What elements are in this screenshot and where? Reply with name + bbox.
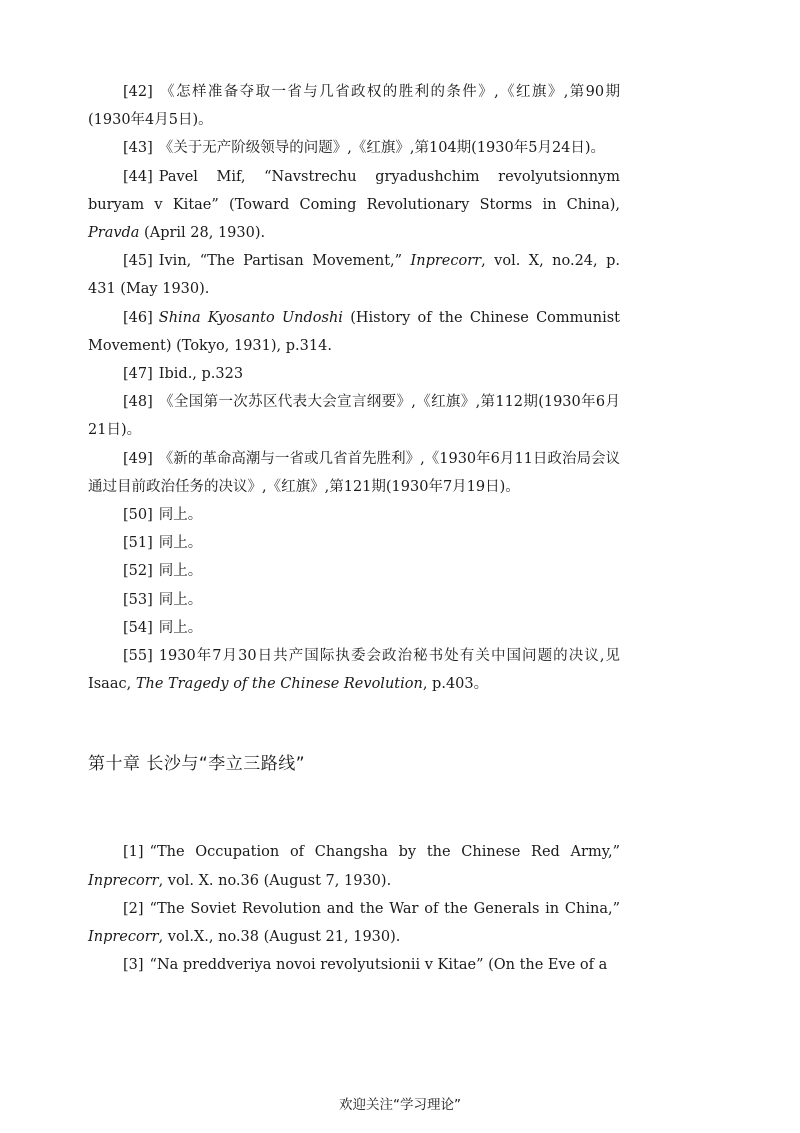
endnote bbox=[88, 642, 620, 698]
endnote-number: [1] bbox=[123, 844, 144, 861]
endnote-source-title: Inprecorr bbox=[88, 872, 159, 889]
endnote bbox=[88, 78, 620, 134]
endnote bbox=[88, 134, 620, 162]
endnote-number: [50] bbox=[123, 507, 153, 524]
endnote-number: [2] bbox=[123, 900, 144, 917]
endnote bbox=[88, 614, 620, 642]
endnote-text: , vol.X., no.38 (August 21, 1930). bbox=[158, 929, 401, 946]
endnote-text: , vol. X, no.24, p. 431 (May 1930). bbox=[88, 253, 620, 298]
notes-list bbox=[88, 78, 620, 698]
endnote-text: (April 28, 1930). bbox=[139, 225, 266, 242]
endnote-source-title: Pravda bbox=[88, 225, 140, 242]
endnote-source-title: Shina Kyosanto Undoshi bbox=[158, 309, 343, 326]
page-footer: 欢迎关注“学习理论” bbox=[339, 1097, 461, 1113]
page-content bbox=[88, 78, 620, 979]
endnote-number: [45] bbox=[123, 253, 153, 270]
endnote-number: [3] bbox=[123, 957, 144, 974]
endnote-text: 《新的革命高潮与一省或几省首先胜利》,《1930年6月11日政治局会议通过目前政治任务的决议》,《红旗》,第121期(1930年7月19日)。 bbox=[88, 450, 620, 495]
endnote-number: [55] bbox=[123, 648, 153, 665]
endnote-number: [47] bbox=[123, 366, 153, 383]
endnote bbox=[88, 247, 620, 303]
endnote bbox=[88, 388, 620, 444]
endnote-text: Pavel Mif, “Navstrechu gryadushchim revolyutsionnym buryam v Kitae” (Toward Coming Revolutionary Storms in China), bbox=[88, 168, 620, 213]
endnote-text: 同上。 bbox=[158, 535, 203, 552]
endnote-text: Ivin, “The Partisan Movement,” bbox=[158, 253, 411, 270]
endnote bbox=[88, 951, 620, 979]
endnote-text: “The Occupation of Changsha by the Chinese Red Army,” bbox=[149, 844, 620, 861]
endnote bbox=[88, 586, 620, 614]
endnote-text: 同上。 bbox=[158, 591, 203, 608]
endnote-text: Ibid., p.323 bbox=[158, 366, 244, 383]
endnote-text: 同上。 bbox=[158, 507, 203, 524]
endnote-number: [51] bbox=[123, 535, 153, 552]
endnote-source-title: The Tragedy of the Chinese Revolution bbox=[135, 676, 423, 693]
endnote-text: 同上。 bbox=[158, 563, 203, 580]
endnote-text: 《关于无产阶级领导的问题》,《红旗》,第104期(1930年5月24日)。 bbox=[158, 140, 606, 157]
endnote-text: 1930年7月30日共产国际执委会政治秘书处有关中国问题的决议,见 Isaac, bbox=[88, 648, 620, 693]
endnote bbox=[88, 501, 620, 529]
notes-list bbox=[88, 838, 620, 979]
endnote-number: [46] bbox=[123, 309, 153, 326]
endnote-text: , p.403。 bbox=[422, 676, 489, 693]
endnote bbox=[88, 838, 620, 894]
endnote bbox=[88, 360, 620, 388]
endnote-text: 《全国第一次苏区代表大会宣言纲要》,《红旗》,第112期(1930年6月21日)。 bbox=[88, 394, 620, 439]
endnote-number: [43] bbox=[123, 140, 153, 157]
endnote-text: 《怎样准备夺取一省与几省政权的胜利的条件》,《红旗》,第90期(1930年4月5日)。 bbox=[88, 84, 620, 129]
endnote-number: [53] bbox=[123, 591, 153, 608]
endnote-text: (History of the Chinese Communist Movement) (Tokyo, 1931), p.314. bbox=[88, 309, 620, 354]
endnote-number: [48] bbox=[123, 394, 153, 411]
endnote-number: [54] bbox=[123, 619, 153, 636]
endnote-text: “Na preddveriya novoi revolyutsionii v Kitae” (On the Eve of a bbox=[149, 957, 608, 974]
chapter-title: 第十章 长沙与“李立三路线” bbox=[88, 754, 306, 775]
endnote-number: [52] bbox=[123, 563, 153, 580]
endnote bbox=[88, 445, 620, 501]
endnote-number: [42] bbox=[123, 84, 153, 100]
endnote-source-title: Inprecorr bbox=[88, 929, 159, 946]
endnote bbox=[88, 557, 620, 585]
endnote-text: 同上。 bbox=[158, 619, 203, 636]
endnote-number: [49] bbox=[123, 450, 153, 467]
endnote-number: [44] bbox=[123, 168, 153, 185]
endnote bbox=[88, 895, 620, 951]
endnote bbox=[88, 529, 620, 557]
endnote-text: , vol. X. no.36 (August 7, 1930). bbox=[158, 872, 392, 889]
endnote bbox=[88, 304, 620, 360]
endnote bbox=[88, 163, 620, 248]
endnote-text: “The Soviet Revolution and the War of the Generals in China,” bbox=[149, 900, 620, 917]
endnote-source-title: Inprecorr bbox=[410, 253, 482, 270]
